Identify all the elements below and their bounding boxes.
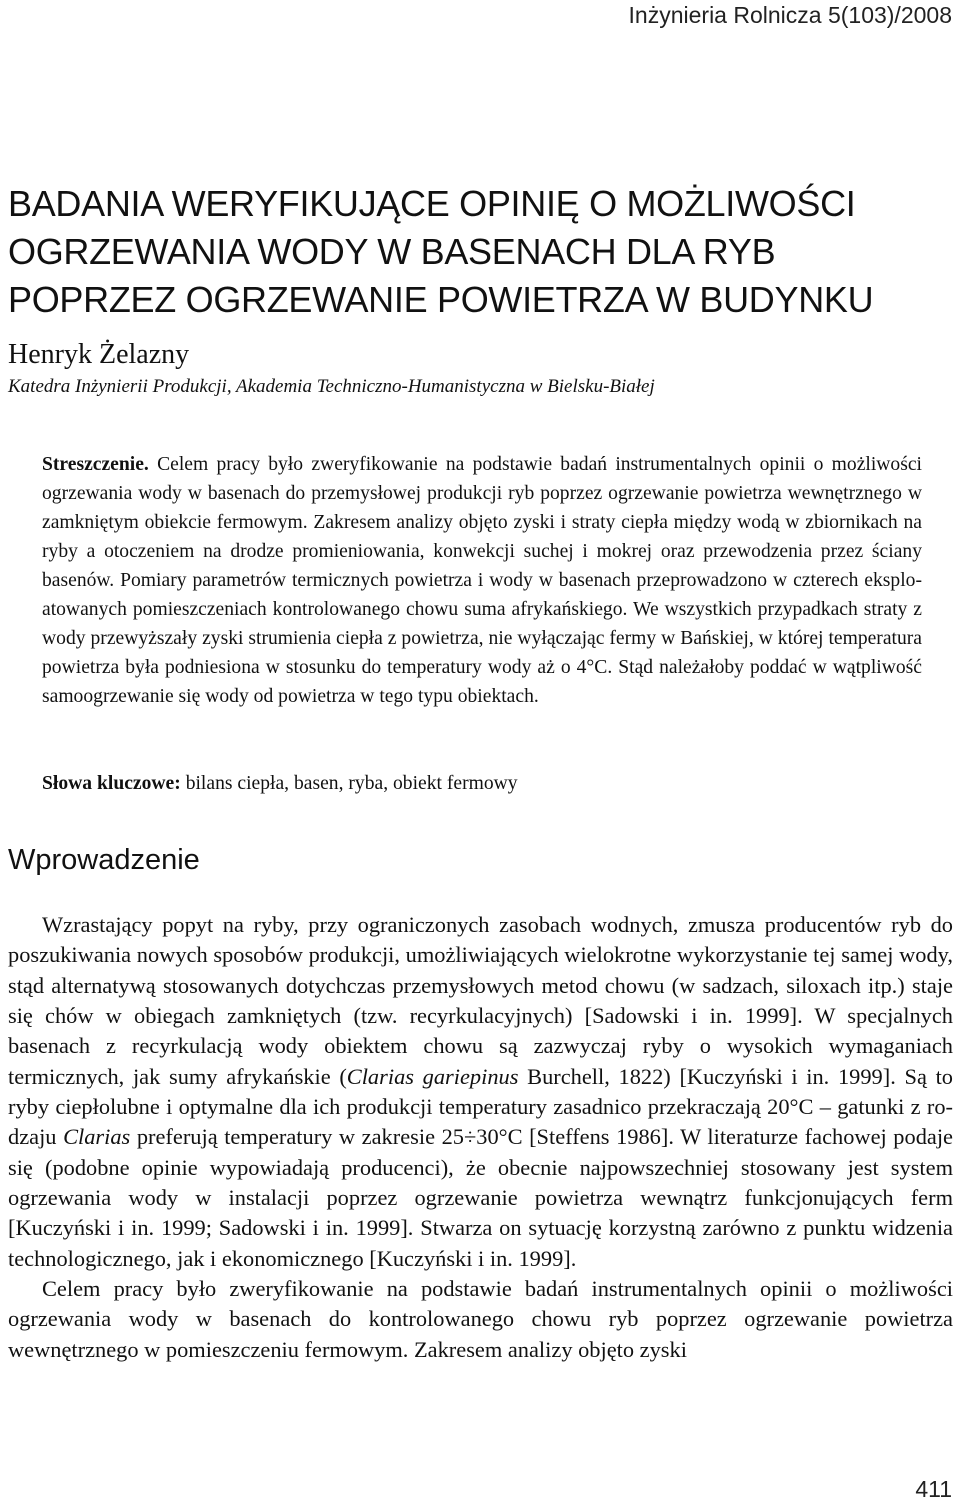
title-line: OGRZEWANIA WODY W BASENACH DLA RYB — [8, 231, 776, 272]
abstract-label: Streszczenie. — [42, 454, 149, 475]
section-heading: Wprowadzenie — [8, 844, 200, 876]
title-line: BADANIA WERYFIKUJĄCE OPINIĘ O MOŻLIWOŚCI — [8, 183, 856, 224]
abstract — [42, 450, 922, 711]
keywords-label: Słowa kluczowe: — [42, 773, 181, 794]
paper-title — [8, 180, 948, 324]
body-text — [8, 910, 953, 1365]
running-head: Inżynieria Rolnicza 5(103)/2008 — [628, 2, 952, 28]
abstract-text: Celem pracy było zweryfikowanie na podstawie badań instrumentalnych opinii o możliwości ogrzewania wody w basenach do przemysłowej produkcji ryb poprzez ogrzewanie powietrza wewnętrznego w zamkniętym obiekcie fermowym. Zakresem analizy objęto zyski i straty ciepła między wodą w zbiornikach na ryby a otoczeniem na drodze promieniowania, konwekcji suchej i mokrej oraz przewodzenia przez ściany basenów. Pomiary parametrów termicznych powietrza i wody w basenach przeprowadzono w czterech eksploatowanych pomieszczeniach kontrolowanego chowu suma afrykańskiego. We wszystkich przypadkach straty z wody przewyższały zyski strumienia ciepła z powietrza, nie wyłączając fermy w Bańskiej, w której temperatura powietrza była podniesiona w stosunku do temperatury wody aż o 4°C. Stąd należałoby poddać w wątpliwość samoogrzewanie się wody od powietrza w tego typu obiektach. — [42, 454, 922, 708]
author-affiliation: Katedra Inżynierii Produkcji, Akademia Techniczno-Humanistyczna w Bielsku-Białej — [8, 376, 655, 397]
title-line: POPRZEZ OGRZEWANIE POWIETRZA W BUDYNKU — [8, 279, 874, 320]
paragraph-text: preferują temperatury w zakresie 25÷30°C [Steffens 1986]. W literaturze fachowej podaje się (podobne opinie wypowiadają producenci), że obecnie najpowszechniej stosowany jest system ogrzewania wody w instalacji poprzez ogrzewanie powietrza wewnątrz funkcjonujących ferm [Kuczyński i in. 1999; Sadowski i in. 1999]. Stwarza on sytuację korzystną zarówno z punktu widzenia technologicznego, jak i ekonomicznego [Kuczyński i in. 1999]. — [8, 1124, 953, 1271]
paragraph-text: Wzrastający popyt na ryby, przy ograniczonych zasobach wodnych, zmusza producentów ryb do poszukiwania nowych sposobów produkcji, umożliwiających wielokrotne wykorzystanie tej samej wody, stąd alternatywą stosowanych dotychczas przemysłowych metod chowu (w sadzach, siloxach itp.) staje się chów w obiegach zamkniętych (tzw. recyrkulacyjnych) [Sadowski i in. 1999]. W specjalnych basenach z recyrkulacją wody obiektem chowu są zazwyczaj ryby o wysokich wymaganiach termicznych, jak sumy afrykańskie ( — [8, 912, 953, 1089]
author-name: Henryk Żelazny — [8, 339, 190, 370]
body-paragraph: Celem pracy było zweryfikowanie na podstawie badań instrumentalnych opinii o możliwości ogrzewania wody w basenach do kontrolowanego chowu ryb poprzez ogrzewanie powietrza wewnętrznego w pomieszczeniu fermowym. Zakresem analizy objęto zyski — [8, 1276, 953, 1362]
genus-name: Clarias — [63, 1124, 131, 1150]
page-number: 411 — [915, 1476, 952, 1502]
keywords — [42, 769, 922, 798]
species-name: Clarias gariepinus — [346, 1063, 519, 1089]
paragraph-text: Burchell, 1822) [Kuczyński i in. 1999]. Są to ryby ciepłolubne i optymalne dla ich produkcji temperatury zasadnico przekraczają 20°C – gatunki z rodzaju — [8, 1063, 953, 1150]
body-paragraph — [8, 910, 953, 1274]
keywords-text: bilans ciepła, basen, ryba, obiekt fermowy — [180, 773, 518, 794]
